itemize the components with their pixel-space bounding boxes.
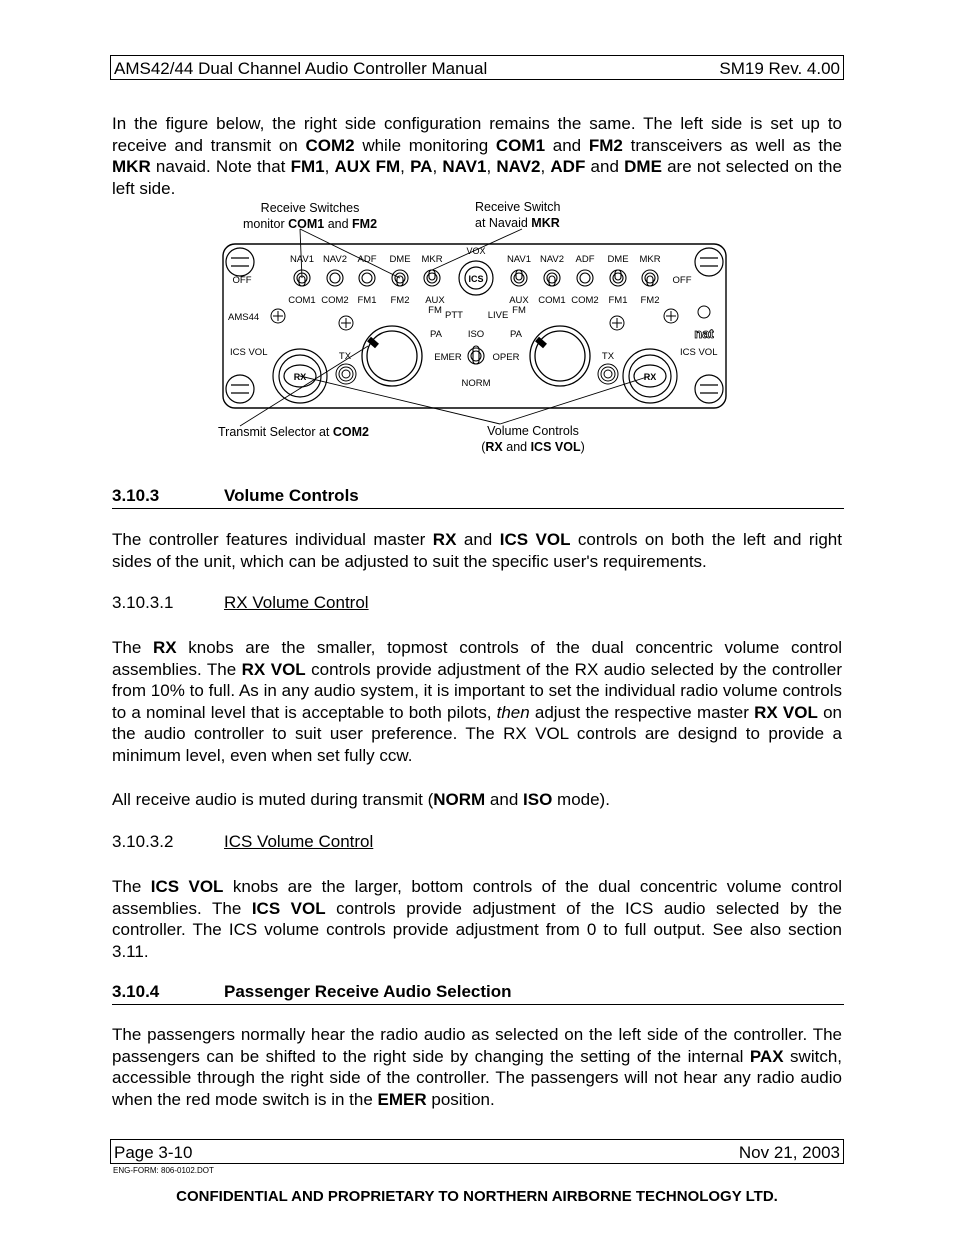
callout-receive-switch: Receive Switch at Navaid MKR	[475, 200, 561, 230]
svg-text:TX: TX	[338, 351, 352, 362]
ics-paragraph: The ICS VOL knobs are the larger, bottom controls of the dual concentric volume control assemblies. The ICS VOL controls provide adjustment of the ICS audio selected by the controller. The ICS volume controls provide adjustment from 0 to full output. See also section 3.11.	[112, 877, 842, 961]
page-footer	[110, 1139, 844, 1164]
figure-controller-panel	[110, 196, 844, 458]
svg-text:NAV2: NAV2	[539, 254, 565, 265]
svg-text:RX: RX	[293, 372, 307, 382]
callout-transmit-selector: Transmit Selector at COM2	[218, 425, 369, 439]
svg-text:PTT: PTT	[445, 310, 463, 321]
svg-text:FM2: FM2	[640, 295, 660, 306]
svg-text:OFF: OFF	[232, 275, 252, 286]
confidential-notice: CONFIDENTIAL AND PROPRIETARY TO NORTHERN AIRBORNE TECHNOLOGY LTD.	[176, 1188, 778, 1205]
svg-text:AUX: AUX	[425, 295, 445, 306]
svg-text:FM1: FM1	[608, 295, 628, 306]
svg-text:ISO: ISO	[467, 329, 485, 340]
svg-text:ADF: ADF	[357, 254, 377, 265]
intro-paragraph: In the figure below, the right side configuration remains the same. The left side is set up to receive and transmit on COM2 while monitoring COM1 and FM2 transceivers as well as the MKR navaid. Note that FM1, AUX FM, PA, NAV1, NAV2, ADF and DME are not selected on the left side.	[112, 114, 843, 198]
callout-volume-controls: Volume Controls (RX and ICS VOL)	[481, 424, 585, 454]
svg-text:ADF: ADF	[575, 254, 595, 265]
svg-text:NAV1: NAV1	[506, 254, 532, 265]
transmit-selector-right	[530, 326, 590, 386]
left-receive-switches	[294, 270, 440, 286]
controller-panel-drawing	[110, 196, 844, 458]
section-heading-3-10-3-2: 3.10.3.2 ICS Volume Control	[112, 832, 374, 851]
nat-logo-icon	[694, 306, 714, 341]
header-revision: SM19 Rev. 4.00	[719, 59, 840, 78]
pax-paragraph: The passengers normally hear the radio audio as selected on the left side of the controller. The passengers can be shifted to the right side by changing the setting of the internal PAX switch, accessible through the right side of the controller. The passengers will not hear any radio audio when the red mode switch is in the EMER position.	[112, 1025, 842, 1109]
svg-text:DME: DME	[389, 254, 411, 265]
svg-text:LIVE: LIVE	[487, 310, 509, 321]
svg-text:OPER: OPER	[492, 352, 520, 363]
footer-page: Page 3-10	[114, 1143, 193, 1162]
ics-vox-knob	[445, 246, 508, 321]
svg-text:COM2: COM2	[321, 295, 349, 306]
transmit-selector-left	[362, 326, 422, 386]
rx-paragraph: The RX knobs are the smaller, topmost controls of the dual concentric volume control assemblies. The RX VOL controls provide adjustment of the RX audio selected by the controller from 10% to full. As in any audio system, it is important to set the individual radio volume controls to a nominal level that is acceptable to both pilots, then adjust the respective master RX VOL on the audio controller to suit user preference. The RX VOL controls are designd to provide a minimum level, even when set fully ccw.	[112, 638, 842, 765]
right-bottom-labels	[509, 295, 659, 316]
svg-text:COM1: COM1	[538, 295, 566, 306]
small-screw-icon	[271, 309, 678, 330]
section-heading-3-10-3-1: 3.10.3.1 RX Volume Control	[112, 593, 369, 612]
svg-text:DME: DME	[607, 254, 629, 265]
svg-text:PA: PA	[510, 329, 522, 340]
svg-text:nat: nat	[694, 326, 714, 341]
svg-text:FM2: FM2	[390, 295, 410, 306]
svg-text:TX: TX	[601, 351, 615, 362]
svg-text:NORM: NORM	[461, 378, 491, 389]
svg-text:COM2: COM2	[571, 295, 599, 306]
svg-text:MKR: MKR	[421, 254, 443, 265]
svg-text:ICS VOL: ICS VOL	[680, 347, 718, 358]
svg-text:ICS VOL: ICS VOL	[230, 347, 268, 358]
volume-paragraph: The controller features individual master RX and ICS VOL controls on both the left and right sides of the unit, which can be adjusted to suit the specific user's requirements.	[112, 530, 842, 571]
section-heading-3-10-3: 3.10.3 Volume Controls	[112, 486, 844, 509]
svg-text:RX: RX	[643, 372, 657, 382]
model-label: AMS44	[228, 312, 260, 323]
form-number: ENG-FORM: 806-0102.DOT	[113, 1166, 214, 1175]
left-bottom-labels	[288, 295, 445, 316]
svg-text:PA: PA	[430, 329, 442, 340]
callout-receive-switches: Receive Switches monitor COM1 and FM2	[242, 201, 378, 231]
svg-text:FM: FM	[428, 305, 442, 316]
svg-text:FM1: FM1	[357, 295, 377, 306]
svg-text:AUX: AUX	[509, 295, 529, 306]
svg-text:COM1: COM1	[288, 295, 316, 306]
right-receive-switches	[511, 270, 658, 286]
section-heading-3-10-4: 3.10.4 Passenger Receive Audio Selection	[112, 982, 844, 1005]
header-title: AMS42/44 Dual Channel Audio Controller Manual	[114, 59, 488, 78]
svg-text:FM: FM	[512, 305, 526, 316]
svg-text:NAV1: NAV1	[289, 254, 315, 265]
svg-text:EMER: EMER	[434, 352, 462, 363]
svg-text:VOX: VOX	[466, 246, 486, 256]
svg-text:ICS: ICS	[468, 274, 484, 284]
page-header	[110, 55, 844, 80]
footer-date: Nov 21, 2003	[738, 1143, 840, 1162]
svg-text:MKR: MKR	[639, 254, 661, 265]
svg-text:NAV2: NAV2	[322, 254, 348, 265]
svg-text:OFF: OFF	[672, 275, 692, 286]
mode-switch	[468, 346, 484, 364]
right-top-labels	[507, 254, 692, 286]
muted-paragraph: All receive audio is muted during transmit (NORM and ISO mode).	[112, 790, 610, 809]
